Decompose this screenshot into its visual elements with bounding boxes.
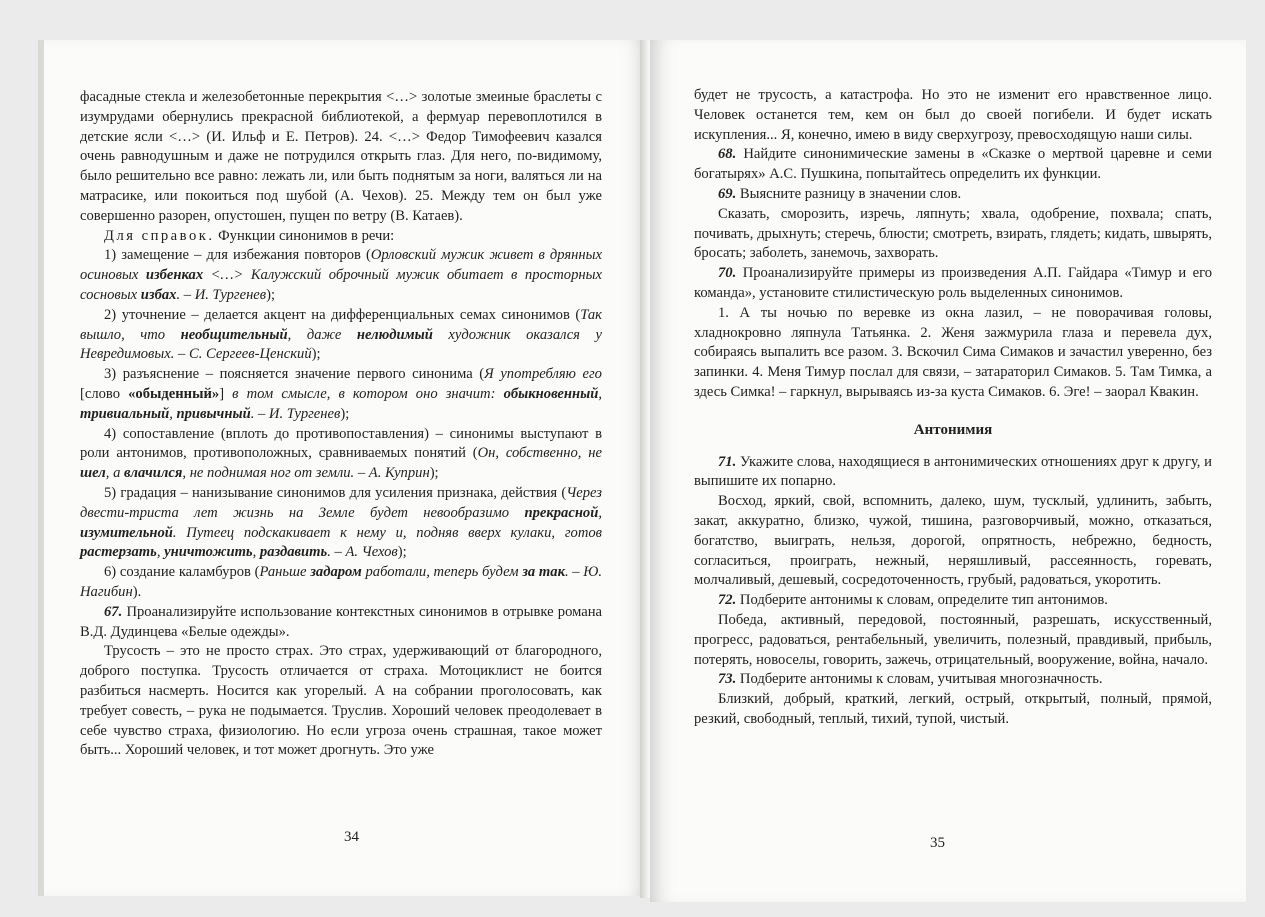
paragraph <box>80 246 602 305</box>
text-segment: . – И. Тургенев <box>250 405 341 422</box>
left-page-text <box>80 88 602 761</box>
text-segment: фасадные стекла и железобетонные перекрытия <…> золотые змеиные браслеты с изумрудами обернулись прекрасной библиотекой, а фермуар перевоплотился в детские ясли <…> (И. Ильф и Е. Петров). 24. <…> Федор Тимофеевич казался очень равнодушным и даже не потрудился открыть глаз. Для него, по-видимому, было решительно все равно: лежать ли, или быть поднятым за ноги, валяться ли на матрасике, или покоиться под шубой (А. Чехов). 25. Между тем он был уже совершенно разорен, опустошен, пущен по ветру (В. Катаев). <box>80 89 602 224</box>
text-segment: Подберите антонимы к словам, учитывая многозначность. <box>736 671 1103 688</box>
text-segment: в том смысле, в котором оно значит: <box>232 385 504 402</box>
text-segment: необщительный <box>180 326 288 343</box>
page-number-left: 34 <box>344 829 359 845</box>
right-page <box>650 40 1246 902</box>
text-segment: привычный <box>176 405 251 422</box>
text-segment: . Путеец подскакивает к нему и, подняв вверх кулаки, готов <box>172 524 602 541</box>
text-segment: . – И. Тургенев <box>176 286 267 303</box>
text-segment: 4) сопоставление (вплоть до противопоставления) – синонимы выступают в роли антонимов, противоположных, сравниваемых понятий ( <box>80 425 602 462</box>
paragraph <box>80 306 602 365</box>
paragraph <box>80 227 602 247</box>
text-segment: обыкновенный <box>503 385 599 402</box>
text-segment: ); <box>340 405 350 422</box>
paragraph <box>694 145 1212 185</box>
paragraph <box>80 484 602 563</box>
text-segment: 3) разъяснение – поясняется значение первого синонима ( <box>104 366 485 383</box>
text-segment: изумительной <box>80 524 173 541</box>
text-segment: 1. А ты ночью по веревке из окна лазил, – не поворачивая головы, хладнокровно ляпнула Татьянка. 2. Женя зажмурила глаза и перевела дух, собираясь выпалить все разом. 3. Вскочил Сима Симаков и зачастил уверенно, без запинки. 4. Меня Тимур послал для связи, – затараторил Симаков. 5. Там Тимка, а здесь Симка! – гаркнул, вырываясь из-за куста Симаков. 6. Эге! – заорал Квакин. <box>694 304 1212 400</box>
text-segment: 72. <box>718 592 737 609</box>
paragraph <box>694 185 1212 205</box>
section-heading: Антонимия <box>913 421 993 438</box>
text-segment: ); <box>429 465 439 482</box>
text-segment: ); <box>397 544 407 561</box>
text-segment: Я употребляю его <box>484 366 602 383</box>
text-segment: [слово <box>80 385 129 402</box>
text-segment: , <box>598 504 602 521</box>
paragraph <box>694 690 1212 730</box>
text-segment: работали, теперь будем <box>361 564 523 581</box>
paragraph <box>694 453 1212 493</box>
text-segment: , <box>169 405 177 422</box>
text-segment: 69. <box>718 185 737 202</box>
text-segment: Он, собственно, не <box>477 445 602 462</box>
text-segment: 2) уточнение – делается акцент на дифференциальных семах синонимов ( <box>104 306 581 323</box>
text-segment: , даже <box>287 326 357 343</box>
text-segment: Подберите антонимы к словам, определите тип антонимов. <box>736 592 1108 609</box>
text-segment: , <box>598 385 602 402</box>
text-segment: художник оказался у Невредимовых. – С. Сергеев-Ценский <box>80 326 602 363</box>
text-segment: 1) замещение – для избежания повторов ( <box>104 247 371 264</box>
text-segment: Орловский мужик живет в дрянных осиновых <box>80 247 603 284</box>
text-segment: 6) создание каламбуров ( <box>104 564 260 581</box>
text-segment: Проанализируйте использование контекстных синонимов в отрывке романа В.Д. Дудинцева «Белые одежды». <box>80 603 602 640</box>
text-segment: , <box>252 544 260 561</box>
text-segment: избенках <box>145 267 204 284</box>
paragraph <box>694 611 1212 670</box>
text-segment: 70. <box>718 265 737 282</box>
paragraph <box>694 591 1212 611</box>
text-segment: ); <box>311 346 321 363</box>
page-number-right: 35 <box>930 835 945 851</box>
text-segment: уничтожить <box>164 544 253 561</box>
text-segment: 67. <box>104 603 123 620</box>
text-segment: , не поднимая ног от земли. – А. Куприн <box>182 465 430 482</box>
text-segment: Трусость – это не просто страх. Это страх, удерживающий от благородного, доброго поступка. Трусость отличается от страха. Мотоциклист не боится разбиться насмерть. Носится как угорелый. А на собрании проголосовать, как требует совесть, – рука не подымается. Труслив. Хороший человек преодолевает в себе чувство страха, физиологию. Но если угроза очень страшная, такое может быть... Хороший человек, и тот может дрогнуть. Это уже <box>80 643 602 759</box>
paragraph <box>694 304 1212 403</box>
text-segment: Победа, активный, передовой, постоянный, разрешать, искусственный, прогресс, радоваться, рентабельный, увеличить, полезный, правдивый, прибыль, потерять, новоселы, говорить, зажечь, отрицательный, вооружение, война, начало. <box>694 611 1212 668</box>
paragraph <box>694 264 1212 304</box>
paragraph <box>80 642 602 761</box>
text-segment: будет не трусость, а катастрофа. Но это не изменит его нравственное лицо. Человек останется тем, кем он был до своей погибели. И будет искать искупления... Я, конечно, имею в виду сверхугрозу, превосходящую наши силы. <box>694 87 1212 143</box>
paragraph <box>80 563 602 603</box>
text-segment: Проанализируйте примеры из произведения А.П. Гайдара «Тимур и его команда», установите стилистическую роль выделенных синонимов. <box>694 265 1212 301</box>
text-segment: тривиальный <box>80 405 170 422</box>
text-segment: , <box>156 544 165 561</box>
text-segment: 71. <box>718 453 737 470</box>
text-segment: Близкий, добрый, краткий, легкий, острый, открытый, полный, прямой, резкий, свободный, теплый, тихий, тупой, чистый. <box>694 691 1212 727</box>
text-segment: избах <box>140 286 177 303</box>
text-segment: Сказать, сморозить, изречь, ляпнуть; хвала, одобрение, похвала; спать, почивать, дрыхнуть; стеречь, блюсти; смотреть, взирать, глядеть; кидать, швырять, бросать; заболеть, занемочь, захворать. <box>694 205 1212 262</box>
paragraph <box>80 425 602 484</box>
paragraph <box>80 603 602 643</box>
text-segment: . – Ю. Нагибин <box>80 564 603 600</box>
text-segment: . – А. Чехов <box>327 544 398 561</box>
text-segment: Выясните разницу в значении слов. <box>736 185 962 202</box>
text-segment: Функции синонимов в речи: <box>214 227 395 244</box>
paragraph <box>694 86 1212 145</box>
paragraph <box>694 670 1212 690</box>
text-segment: 73. <box>718 671 737 688</box>
text-segment: Раньше <box>259 564 311 581</box>
text-segment: <…> Калужский оброчный мужик обитает в просторных сосновых <box>80 267 603 303</box>
text-segment: 68. <box>718 146 737 163</box>
paragraph <box>80 365 602 424</box>
text-segment: раздавить <box>259 544 328 561</box>
text-segment: , а <box>105 465 125 482</box>
text-segment: Так вышло, что <box>80 306 602 343</box>
text-segment: растерзать <box>80 544 157 561</box>
text-segment: Через двести-триста лет жизнь на Земле будет невообразимо <box>80 484 602 521</box>
right-page-text <box>694 86 1212 730</box>
text-segment: шел <box>80 465 106 482</box>
text-segment: задаром <box>310 564 362 581</box>
text-segment: «обыденный» <box>128 385 220 402</box>
text-segment: ] <box>219 385 233 402</box>
paragraph <box>80 88 602 227</box>
text-segment: Найдите синонимические замены в «Сказке о мертвой царевне и семи богатырях» А.С. Пушкина, попытайтесь определить их функции. <box>694 146 1212 183</box>
text-segment: Восход, яркий, свой, вспомнить, далеко, шум, тусклый, удлинить, забыть, закат, аккуратно, близко, чужой, тишина, разговорчивый, можно, отказаться, богатство, выиграть, нельзя, дорогой, опрятность, небрежно, бедность, согласиться, проиграть, нежный, неряшливый, рассеянность, горевать, молчаливый, дешевый, сосредоточенность, грубый, радоваться, укоротить. <box>694 493 1212 589</box>
text-segment: за так <box>522 564 565 581</box>
left-page <box>38 40 648 896</box>
text-segment: Укажите слова, находящиеся в антонимических отношениях друг к другу, и выпишите их попарно. <box>694 453 1212 490</box>
text-segment: 5) градация – нанизывание синонимов для усиления признака, действия ( <box>104 484 567 501</box>
text-segment: ). <box>132 583 142 600</box>
text-segment: ); <box>266 286 276 303</box>
text-segment: нелюдимый <box>356 326 433 343</box>
text-segment: Для справок. <box>104 227 215 244</box>
text-segment: влачился <box>124 465 183 482</box>
paragraph <box>694 492 1212 591</box>
text-segment: прекрасной <box>524 504 599 521</box>
paragraph <box>694 205 1212 264</box>
